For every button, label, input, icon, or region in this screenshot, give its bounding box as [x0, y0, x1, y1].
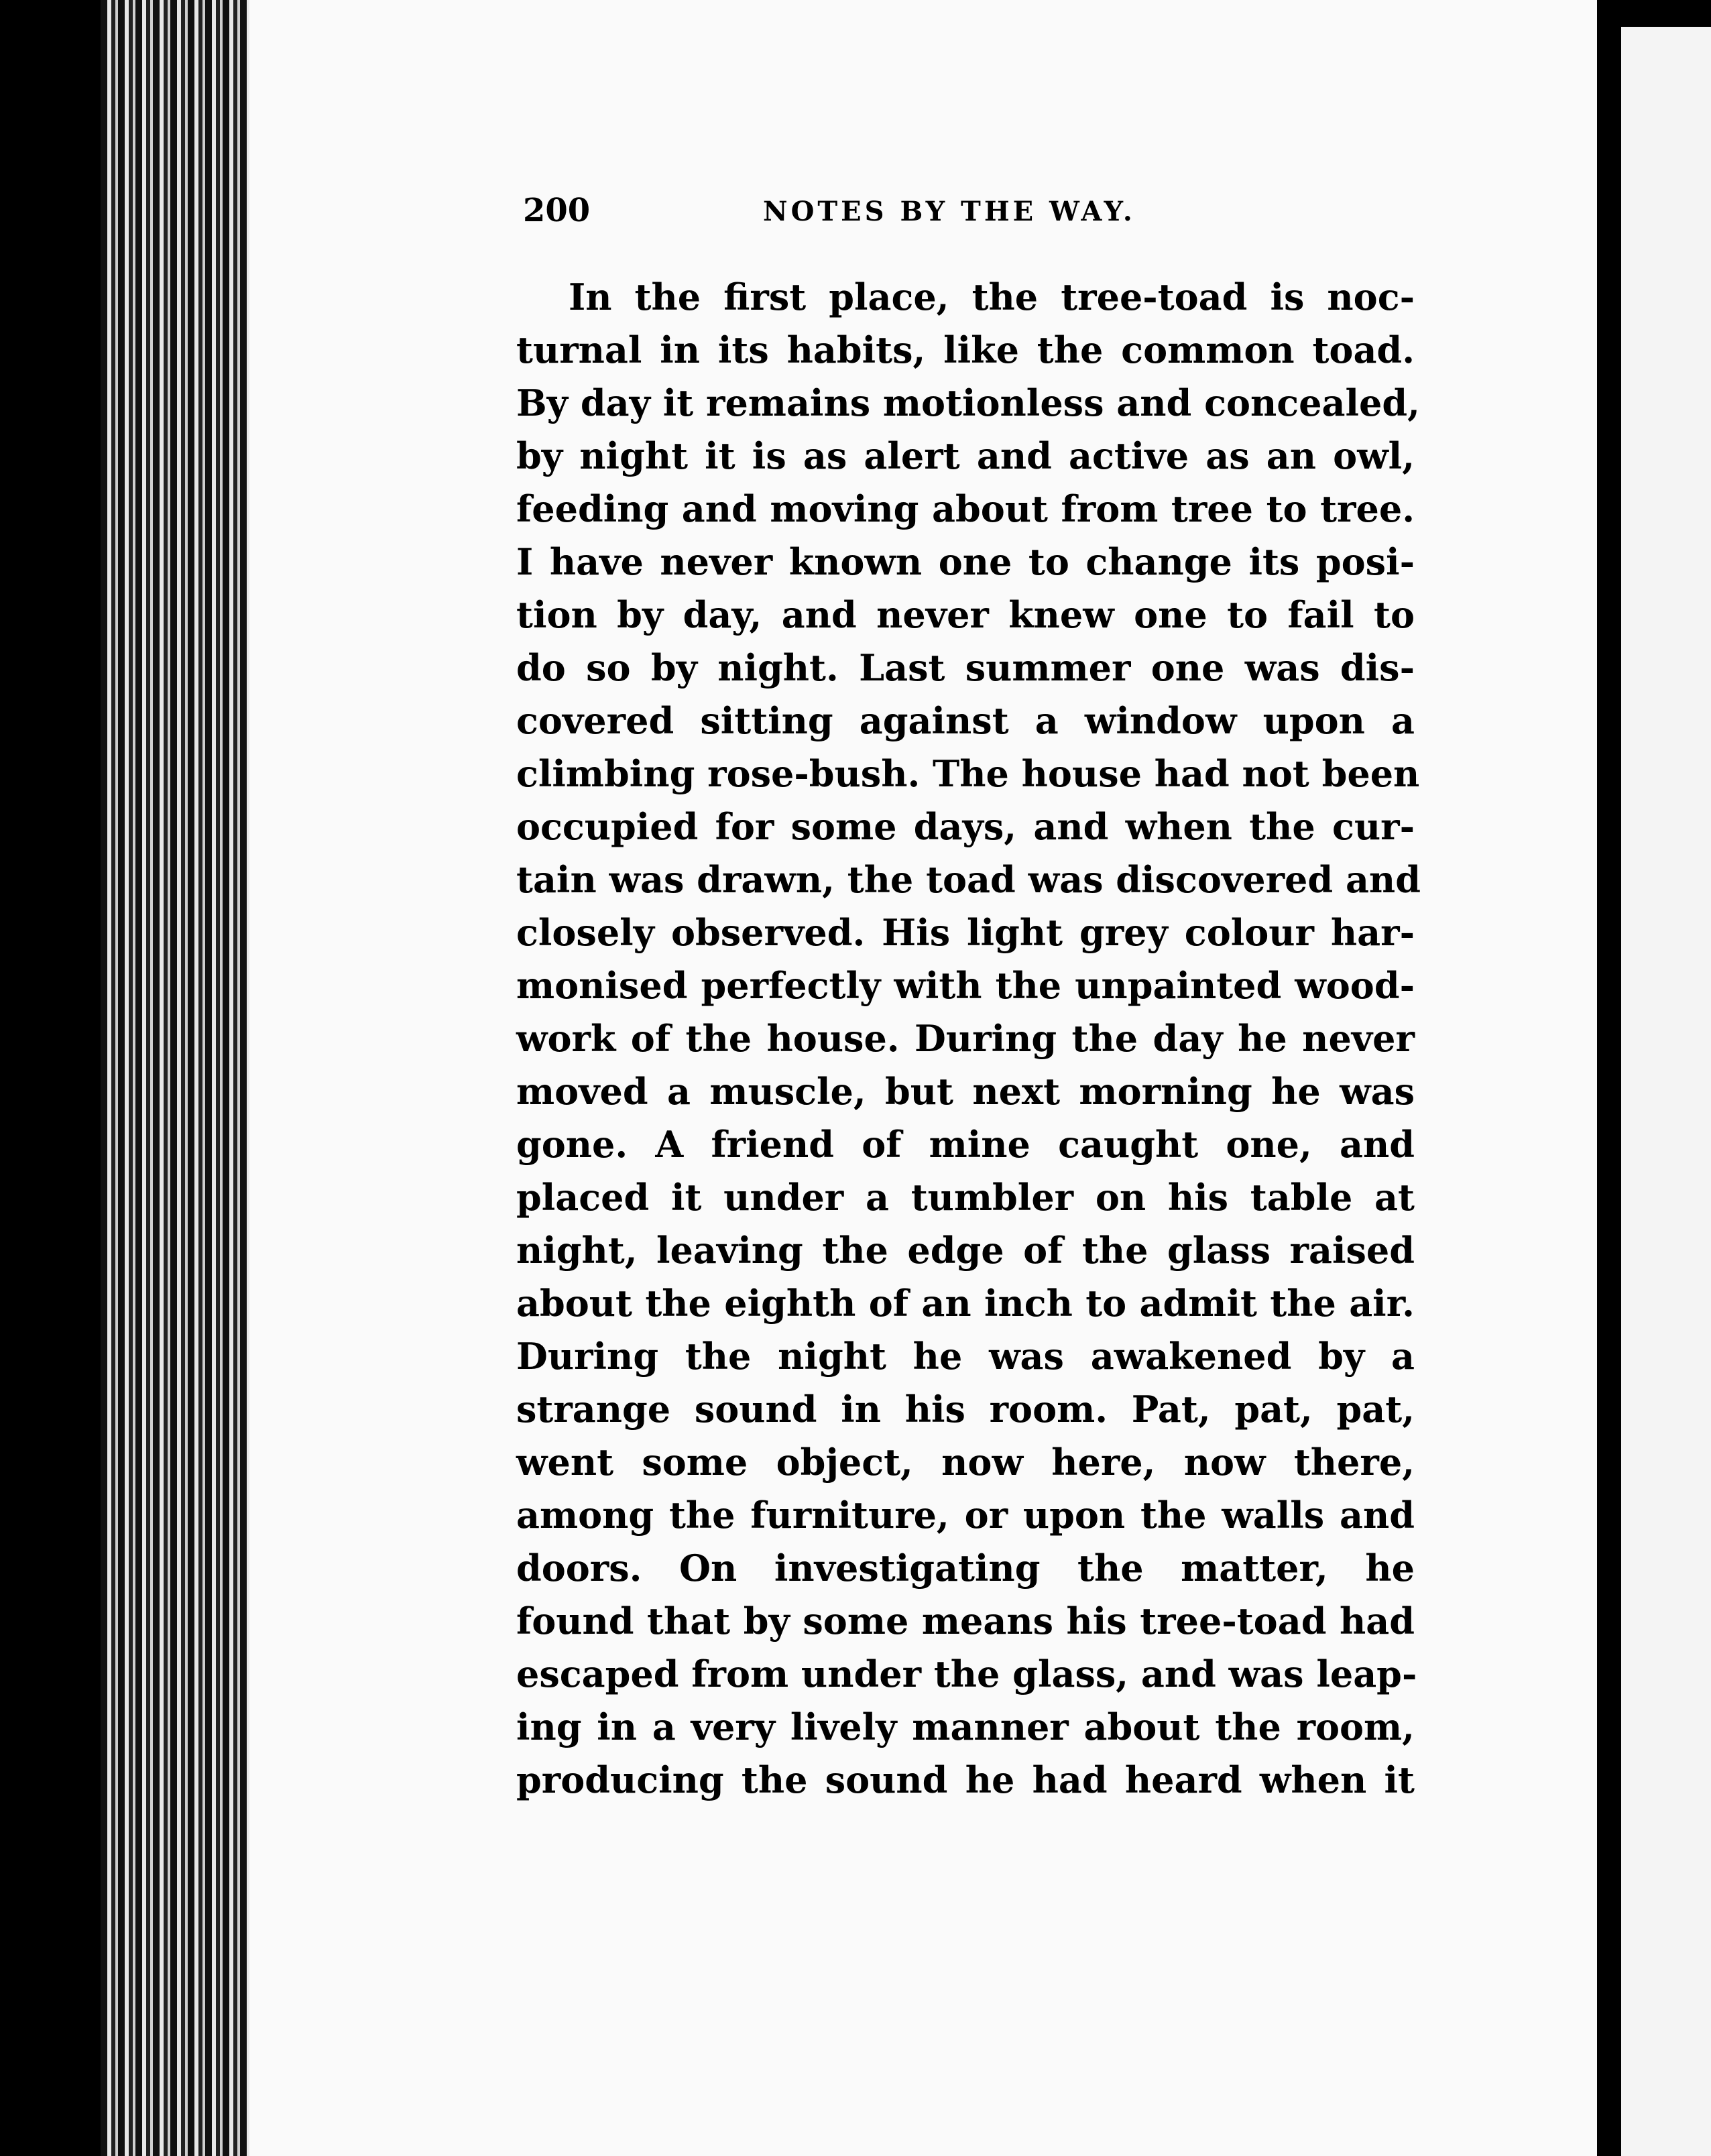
running-header — [523, 192, 1408, 239]
text-line: placed it under a tumbler on his table at — [516, 1176, 1415, 1219]
text-line: by night it is as alert and active as an owl, — [516, 434, 1415, 477]
text-line: work of the house. During the day he never — [516, 1017, 1415, 1060]
text-line: turnal in its habits, like the common toad. — [516, 328, 1415, 371]
body-paragraph — [516, 271, 1421, 1807]
text-line: do so by night. Last summer one was dis- — [516, 646, 1415, 689]
text-line: feeding and moving about from tree to tree. — [516, 487, 1415, 530]
text-line: among the furniture, or upon the walls and — [516, 1494, 1415, 1537]
text-line: producing the sound he had heard when it — [516, 1758, 1415, 1801]
text-line: During the night he was awakened by a — [516, 1335, 1415, 1378]
text-line: tion by day, and never knew one to fail to — [516, 593, 1415, 636]
text-line: monised perfectly with the unpainted wood- — [516, 964, 1415, 1007]
page-number: 200 — [523, 192, 591, 229]
text-line: climbing rose-bush. The house had not been — [516, 752, 1420, 795]
text-line: went some object, now here, now there, — [516, 1441, 1415, 1484]
text-line: By day it remains motionless and concealed, — [516, 381, 1420, 424]
gutter-shadow — [1597, 0, 1621, 2156]
text-line: closely observed. His light grey colour har- — [516, 911, 1415, 954]
text-line: doors. On investigating the matter, he — [516, 1547, 1415, 1590]
text-line: about the eighth of an inch to admit the air. — [516, 1282, 1415, 1325]
text-line: night, leaving the edge of the glass raised — [516, 1229, 1415, 1272]
book-page-edges — [101, 0, 255, 2156]
running-title: NOTES BY THE WAY. — [763, 196, 1136, 227]
text-line: In the first place, the tree-toad is noc- — [569, 276, 1415, 318]
text-line: gone. A friend of mine caught one, and — [516, 1123, 1415, 1166]
text-line: ing in a very lively manner about the room, — [516, 1705, 1415, 1748]
text-line: moved a muscle, but next morning he was — [516, 1070, 1415, 1113]
text-line: occupied for some days, and when the cur- — [516, 805, 1415, 848]
text-line: I have never known one to change its posi- — [516, 540, 1415, 583]
text-line: covered sitting against a window upon a — [516, 699, 1415, 742]
text-line: escaped from under the glass, and was leap- — [516, 1653, 1417, 1695]
text-line: found that by some means his tree-toad had — [516, 1600, 1415, 1642]
text-line: tain was drawn, the toad was discovered and — [516, 858, 1421, 901]
text-line: strange sound in his room. Pat, pat, pat, — [516, 1388, 1415, 1431]
facing-page-edge — [1621, 27, 1711, 2156]
